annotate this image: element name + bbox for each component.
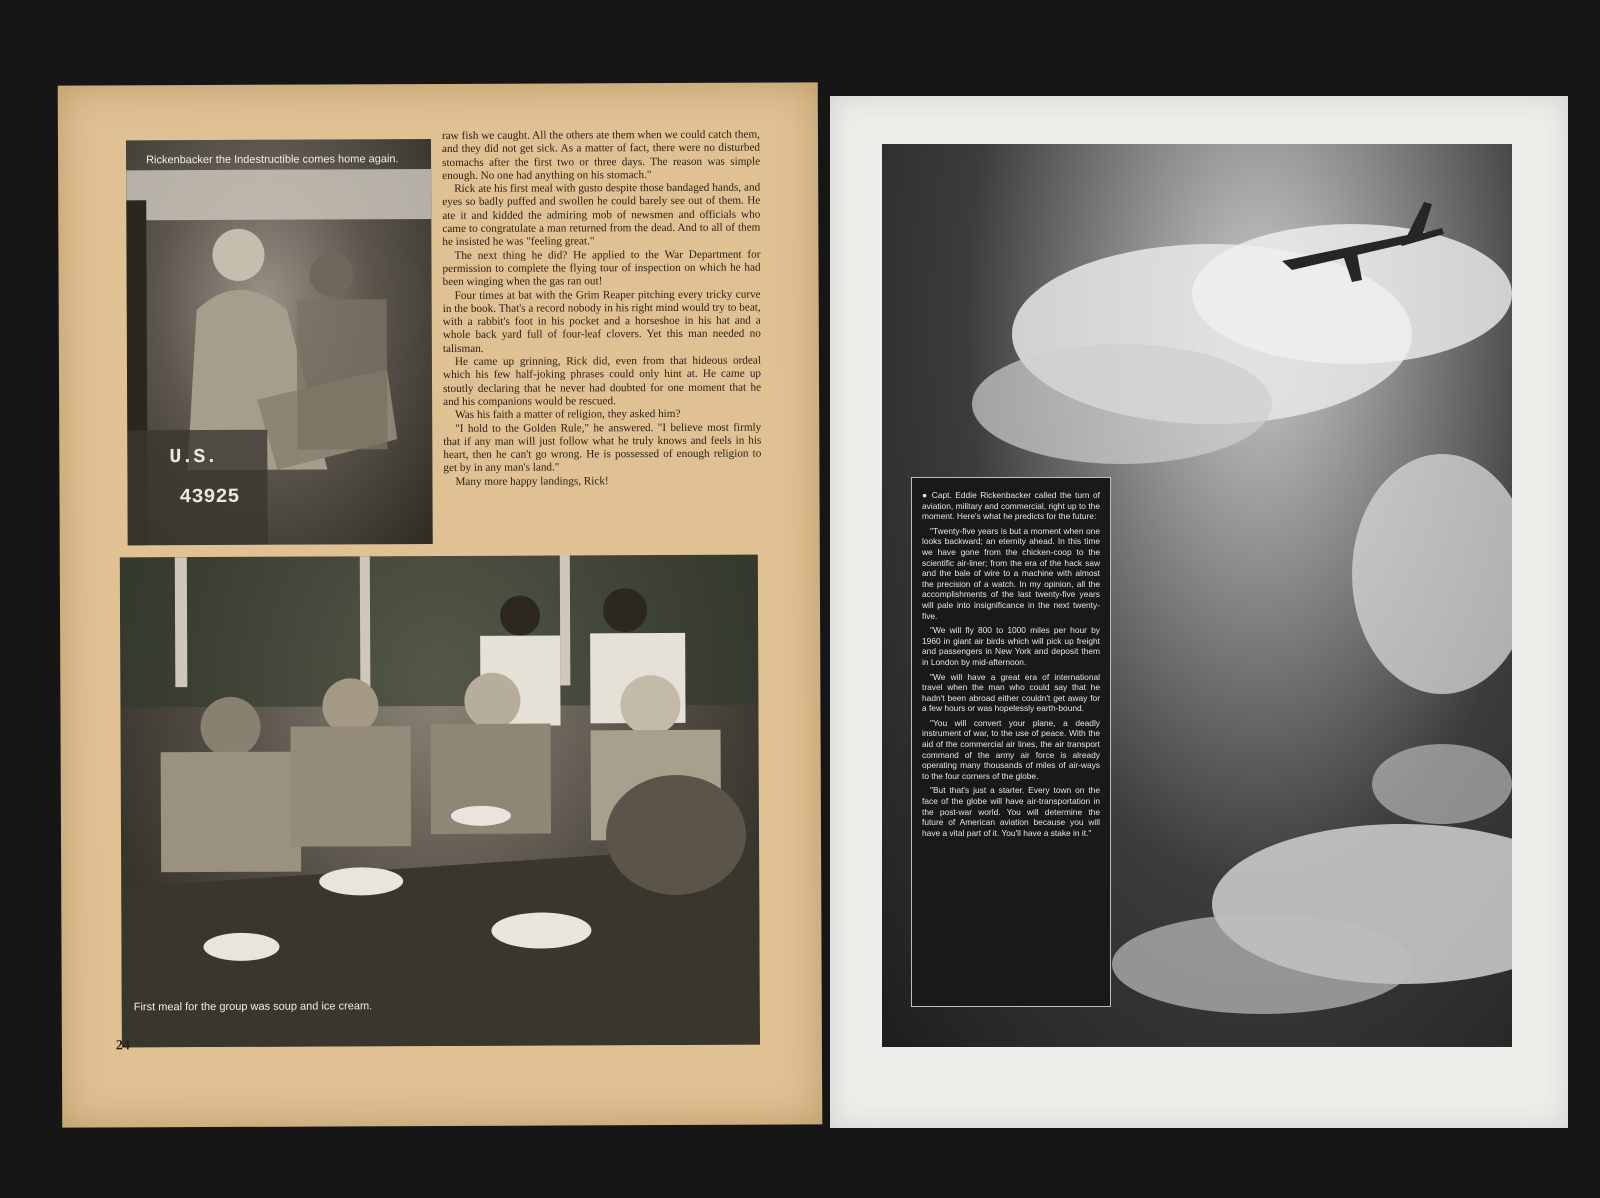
meal-photo bbox=[120, 555, 760, 1048]
article-paragraph: Many more happy landings, Rick! bbox=[455, 474, 609, 488]
article-paragraph: "I hold to the Golden Rule," he answered. "I believe most firmly that if any man will just follow what he truly knows and feels in his heart, then he can't go wrong. He is possessed of enough religion to get by in any man's land." bbox=[443, 421, 762, 475]
sky-photo bbox=[882, 144, 1512, 1047]
quote-paragraph: "But that's just a starter. Every town on the face of the globe will have air-transportation in the post-war world. You will determine the future of American aviation because you will have a vital part of it. You'll have a stake in it." bbox=[922, 785, 1100, 838]
rickenbacker-quote-box bbox=[911, 477, 1111, 1007]
article-text bbox=[442, 129, 762, 489]
right-magazine-page bbox=[830, 96, 1568, 1128]
meal-photo-scene bbox=[120, 555, 760, 1048]
quote-paragraph: "You will convert your plane, a deadly instrument of war, to the use of peace. With the aid of the commercial air lines, the air transport command of the army air force is already operating many thousands of miles of air-ways to the four corners of the globe. bbox=[922, 717, 1100, 781]
jeep-photo-scene bbox=[126, 139, 433, 545]
article-paragraph: Was his faith a matter of religion, they asked him? bbox=[455, 408, 681, 422]
article-paragraph: Rick ate his first meal with gusto despite those bandaged hands, and eyes so badly puffed and swollen he could barely see out of them. He ate it and kidded the admiring mob of newsmen and officials who came to congratulate a man returned from the dead. And to all of them he insisted he was "feeling great." bbox=[442, 181, 761, 249]
quote-paragraph: "Twenty-five years is but a moment when one looks backward; an eternity ahead. In this time we have gone from the chicken-coop to the scientific air-liner; from the era of the hack saw and the bale of wire to a machine with almost the precision of a watch. In my opinion, all the accomplishments of the last twenty-five years will pale into insignificance in the next twenty-five. bbox=[922, 525, 1100, 621]
page-number: 24 bbox=[115, 1038, 130, 1054]
article-paragraph: Four times at bat with the Grim Reaper pitching every tricky curve in the book. That's a record nobody in his right mind would try to beat, with a rabbit's foot in his pocket and a horseshoe in his hat and a whole back yard full of four-leaf clovers. Yet this man needed no talisman. bbox=[442, 288, 761, 355]
quote-paragraph: "We will have a great era of international travel when the man who could say that he hadn't been abroad either couldn't get away for a few hours or was hopelessly earth-bound. bbox=[922, 671, 1100, 714]
article-paragraph: raw fish we caught. All the others ate them when we could catch them, and they did not get sick. As a matter of fact, there were no disturbed stomachs after the first two or three days. The reason was simple enough. No one had anything on his stomach." bbox=[441, 128, 761, 182]
jeep-number: 43925 bbox=[179, 485, 240, 510]
top-photo-caption: Rickenbacker the Indestructible comes home again. bbox=[146, 153, 399, 167]
quote-paragraph: ● Capt. Eddie Rickenbacker called the turn of aviation, military and commercial, right up to the moment. Here's what he predicts for the future: bbox=[922, 490, 1100, 522]
article-paragraph: The next thing he did? He applied to the War Department for permission to complete the flying tour of inspection on which he had been winging when the gas ran out! bbox=[442, 248, 761, 289]
article-paragraph: He came up grinning, Rick did, even from that hideous ordeal which his few half-joking phrases could only hint at. He came up stoutly declaring that he never had doubted for one moment that he and his companions would be rescued. bbox=[442, 354, 762, 408]
jeep-marking: U.S. bbox=[169, 445, 218, 470]
bottom-photo-caption: First meal for the group was soup and ice cream. bbox=[133, 1000, 373, 1014]
jeep-photo bbox=[126, 139, 433, 545]
left-magazine-page bbox=[58, 82, 823, 1127]
quote-paragraph: "We will fly 800 to 1000 miles per hour by 1960 in giant air birds which will pick up freight and passengers in New York and deposit them in London by mid-afternoon. bbox=[922, 625, 1100, 667]
